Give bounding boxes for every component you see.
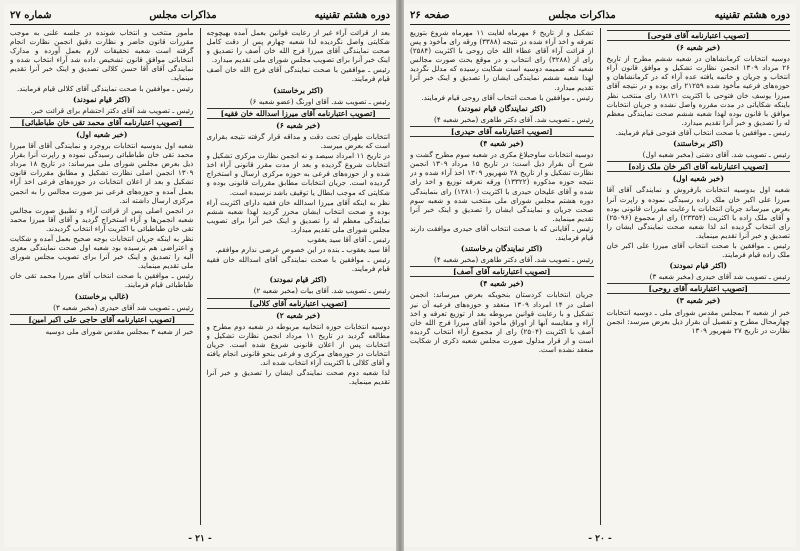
paragraph: خبر از شعبه ۳ بمجلس مقدس شورای ملی دوسیه [45,326,194,336]
paragraph: رئیس ـ آقایانی که با صحت انتخاب آقای حیدری موافقت دارند قیام فرمایند. [410,223,594,242]
vote-note: (اکثر نمایندگان برخاستند) [460,244,543,254]
vote-note: (اکثر نمایندگان قیام نمودند) [457,103,547,113]
right-header-title: مذاکرات مجلس [548,9,616,21]
paragraph: خبر از شعبه ۲ بمجلس مقدس شورای ملی ـ دوسیه انتخابات چهارمحال مطرح و تفصیل آن بقرار ذیل بعرض میرسد: انجمن نظارت در تاریخ ۲۷ شهریور ۱۳۰۹ [606,307,790,335]
paragraph: تشکیل و از تاریخ ۶ مهرماه لغایت ۱۱ مهرماه شروع بتوزیع تعرفه و اخذ آراء شده در نتیجه (۳۳۸۸) ورقه رای مأخوذ و پس از قرائت آراء آقای عطاء الله خان روحی با اکثریت (۲۵۸۴) رای از (۳۲۸۸) رای انتخاب و در موقع بحث صورت مجالس شعبه که ضمیمه دوسیه است شکایت رسیده که مدلل نگردید لهذا شعبه ششم نمایندگی ایشان را تصدیق و اینک خبر آنرا تقدیم میدارد. [410,28,594,92]
section-heading: [تصویب اعتبارنامه آقای کلالی] [207,298,391,309]
paragraph: شعبه اول بدوسیه انتخابات بروجرد و نمایندگی آقای آقا میرزا محمد تقی خان طباطبائی رسیدگی نموده و راپرت آنرا بقرار ذیل بعرض مجلس شورای ملی میرساند: در تاریخ ۱۸ مرداد ۱۳۰۹ انجمن اصلی نظارت تشکیل و مطابق مقررات قانون تشکیل و بعد از اعلان انتخابات در حوزه‌های فرعی اخذ آراء بعمل آمده و حوزه‌های فرعی نیز صورت مجالس را به انجمن مرکزی ارسال داشته اند. [10,141,194,205]
vote-note: (خبر شعبه اول) [672,174,724,184]
vote-note: (خبر شعبه ۴) [479,279,524,289]
vote-note: (خبر شعبه اول) [76,129,128,139]
left-page-left-column [10,28,194,525]
vote-note: (خبر شعبه ۶) [676,43,721,53]
vote-note: (غالب برخاستند) [74,291,129,301]
vote-note: (اکثر قیام نمودند) [269,275,328,285]
paragraph: رئیس ـ تصویب شد. آقای دکتر طاهری (مخبر شعبه ۴) [434,114,594,124]
paragraph: رئیس ـ تصویب شد آقای دکتر احتشام برای قرائت خبر. [30,105,194,115]
paragraph: جریان انتخابات کردستان بنحویکه بعرض میرساند: انجمن اصلی در ۱۴ امرداد ۱۳۰۹ منعقد و حوزه‌های فرعیه آن نیز تشکیل و با رعایت قوانین مربوطه بعد از توزیع تعرفه و اخذ آراء و مقایسه آنها از اوراق مأخوذ آقای میرزا فرج الله خان آصف با اکثریت (۲۵۰۴) رای از مجموع آراء انتخاب گردیده است و از قرار مدلول صورت مجلس شعبه ذکری از شکایت منعقد نشده است. [410,290,594,354]
section-heading: [تصویب اعتبارنامه آقای حاجی علی اکبر امین] [10,314,194,325]
paragraph: در انجمن اصلی پس از قرائت آراء و تطبیق صورت مجالس شعبه انجمن‌ها و آراء استخراج گردید و آقای آقا میرزا محمد تقی خان طباطبائی با اکثریت آراء انتخاب گردیدند. [10,205,194,233]
paragraph: در تاریخ ۱۱ امرداد سیصد و نه انجمن نظارت مرکزی تشکیل و انتخابات شروع گردیده و بعد از مدت مقرر قانونی آراء اخذ شده و از حوزه‌های فرعی به حوزه مرکزی ارسال و استخراج گردیده است. جریان انتخابات مطابق مقررات قانونی بوده و شکایتی که موجب ابطال یا توقیف باشد نرسیده است. [206,151,390,197]
paragraph: مأمور منتخب و انتخاب شونده در جلسه علنی به موجب مقررات قانون حاضر و نظارت دقیق انجمن نظارت انجام گرفته است شعبه تحقیقات لازم بعمل آورده و مدارک انتخاباتی موافق قانون تشخیص داده شد آراء انتخاب شده و نمایندگی آقای آقا حسن کلالی تصدیق و اینک خبر آنرا تقدیم مینماید. [10,28,194,83]
right-page-columns [410,28,790,525]
left-page-header [10,6,390,25]
paragraph: رئیس ـ آقای آقا سید یعقوب [307,234,390,244]
section-heading: [تصویب اعتبارنامه آقای اکبر خان ملک زاده] [607,161,791,172]
column-divider [600,28,601,525]
paragraph: رئیس ـ موافقین با صحت نمایندگی آقای فرج الله خان آصف قیام فرمایند. [206,65,390,84]
paragraph: نظر به اینکه آقای میرزا اسدالله خان فقیه دارای اکثریت آراء بوده و صحت انتخاب ایشان محرز گردید لهذا شعبه ششم نمایندگی معظم له را تصدیق و اینک خبر آنرا برای تصویب مجلس شورای ملی تقدیم میدارد. [206,197,390,234]
section-heading: [تصویب اعتبارنامه آقای روحی] [607,283,791,294]
paragraph: دوسیه انتخابات کرمانشاهان در شعبه ششم مطرح از تاریخ ۲۶ مرداد ۱۳۰۹ انجمن نظارت تشکیل و موافق قانون آراء انتخاب و جریان و خاتمه یافته عده آراء که در کرمانشاهان و حوزه‌های فرعیه مأخوذ شده ۲۱۲۵۹ رای بوده و در نتیجه آقای میرزا یوسف خان فتوحی با اکثریت ۱۸۱۲۱ رای منتخب نظر باینکه شکایاتی در مدت مقرره واصل نشده و جریان انتخابات موافق با قانون بوده لهذا شعبه ششم صحت نمایندگی معظم له را تصدیق و خبر آنرا تقدیم میدارد. [606,54,790,127]
paragraph: رئیس ـ موافقین با صحت انتخاب آقای میرزا علی اکبر خان ملک زاده قیام فرمایند. [606,240,790,260]
paragraph: شعبه اول بدوسیه انتخابات بارفروش و نمایندگی آقای آقا میرزا علی اکبر خان ملک زاده رسیدگی نموده و راپرت آنرا بعرض میرساند جریان انتخابات با رعایت مقررات قانونی بوده و آقای ملک زاده با اکثریت (۲۳۳۵۴) رای از مجموع (۲۵۰۹۶) رای انتخاب گردیده اند لذا شعبه صحت نمایندگی ایشان را تصدیق و خبر آنرا تقدیم مینماید. [606,185,790,240]
paragraph: رئیس ـ تصویب شد. آقای اورنگ (عضو شعبه ۶) [249,96,390,106]
paragraph: رئیس ـ موافقین با صحت انتخاب آقای فتوحی قیام فرمایند. [615,127,790,137]
section-heading: [تصویب اعتبارنامه آقای حیدری] [410,126,594,137]
section-heading: [تصویب اعتبارنامه آقای محمد تقی خان طباطبائی] [10,117,194,128]
paragraph: رئیس ـ تصویب شد. آقای بیات (مخبر شعبه ۲) [253,286,390,296]
left-header-title: مذاکرات مجلس [149,9,217,21]
right-page-right-column [607,28,791,525]
vote-note: (اکثر قیام نمودند) [669,261,728,271]
left-page [4,4,396,547]
vote-note: (خبر شعبه ۶) [276,120,321,130]
paragraph: رئیس ـ تصویب شد. آقای دکتر طاهری (مخبر شعبه ۴) [434,255,594,265]
section-heading: [تصویب اعتبارنامه آقای آصف] [410,266,594,277]
right-page [404,4,796,547]
paragraph: دوسیه انتخابات حوزه انتخابیه مربوطه در شعبه دوم مطرح و مطالعه گردید در تاریخ ۱۱ مرداد انجمن نظارت تشکیل و انتخابات پس از اعلان قانونی شروع شده است. جریان انتخابات در حوزه‌های مرکزی و فرعی بنحو قانونی انجام یافته و آقای کلالی با اکثریت آراء انتخاب شده اند. [206,321,390,368]
right-header-session: دوره هشتم تقنینیه [714,9,790,21]
right-page-number: - ۲۰ - [588,534,612,544]
right-page-left-column [410,28,594,525]
book-gutter [396,0,404,551]
paragraph: انتخابات طهران تحت دقت و مداقه قرار گرفته نتیجه بقراری است که بعرض میرسد. [206,131,390,151]
left-page-columns [10,28,390,525]
paragraph: رئیس ـ موافقین با صحت نمایندگی آقای اسدالله خان فقیه قیام فرمایند. [206,255,390,274]
left-header-session: دوره هشتم تقنینیه [314,9,390,21]
paragraph: دوسیه انتخابات ساوجبلاغ مکری در شعبه سوم مطرح گشت و شرح آن بقرار ذیل است: در تاریخ ۱۵ مرداد ۱۳۰۹ انجمن نظارت تشکیل و از تاریخ ۲۸ شهریور ۱۳۰۹ اخذ آراء شده و در نتیجه حوزه مذکوره (۱۳۳۲۲) ورقه تعرفه توزیع و اخذ رای شده و آقای علیخان حیدری با اکثریت (۱۲۸۱۰) رای بنمایندگی دوره هشتم مجلس شورای ملی منتخب شده و شعبه سوم صحت جریان و نمایندگی ایشان را تصدیق و اینک خبر آنرا تقدیم مینماید. [410,150,594,223]
paragraph: رئیس ـ موافقین با صحت انتخاب آقای میرزا محمد تقی خان طباطبائی قیام فرمایند. [10,271,194,290]
left-page-number: - ۲۱ - [188,534,212,544]
right-header-page: صفحه ۲۶ [410,9,450,21]
vote-note: (خبر شعبه ۳) [676,296,721,306]
paragraph: نظر به اینکه جریان انتخابات بوجه صحیح بعمل آمده و شکایت و اعتراضی هم نرسیده بود شعبه اول صحت نمایندگی معزی الیه را تصدیق و اینک خبر آنرا برای تصویب مجلس شورای ملی تقدیم مینماید. [10,233,194,271]
vote-note: (اکثر قیام نمودند) [72,94,131,104]
vote-note: (خبر شعبه ۴) [479,139,524,149]
left-page-right-column [207,28,391,525]
right-page-header [410,6,790,25]
section-heading: [تصویب اعتبارنامه آقای میرزا اسدالله خان فقیه] [207,108,391,119]
paragraph: رئیس ـ تصویب شد. آقای دشتی (مخبر شعبه اول) [642,150,790,160]
vote-note: (اکثر برخاستند) [673,139,724,149]
paragraph: رئیس ـ تصویب شد آقای حیدری (مخبر شعبه ۳) [53,302,194,312]
paragraph: رئیس ـ موافقین با صحت نمایندگی آقای کلالی قیام فرمایند. [17,83,194,93]
paragraph: آقا سید یعقوب ـ بنده در این خصوص عرضی ندارم موافقم. [215,245,390,255]
paragraph: بعد از قرائت آراء غیر از رعایت قوانین بعمل آمده بهیچوجه شکایتی واصل نگردیده لذا شعبه چهارم پس از دقت کامل صحت نمایندگی آقای میرزا فرج الله خان آصف را تصدیق و اینک خبر آنرا برای تصویب مجلس شورای ملی تقدیم میدارد. [206,28,390,65]
left-header-issue: شماره ۲۷ [10,9,52,21]
vote-note: (خبر شعبه ۲) [276,310,321,320]
section-heading: [تصویب اعتبارنامه آقای فتوحی] [607,30,791,41]
vote-note: (اکثر برخاستند) [273,85,324,95]
paragraph: رئیس ـ تصویب شد آقای حیدری (مخبر شعبه ۳) [649,272,790,282]
paragraph: لذا شعبه دوم صحت نمایندگی ایشان را تصدیق و خبر آنرا تقدیم مینماید. [206,368,390,387]
column-divider [200,28,201,525]
paragraph: رئیس ـ موافقین با صحت انتخاب آقای روحی قیام فرمایند. [421,92,594,102]
